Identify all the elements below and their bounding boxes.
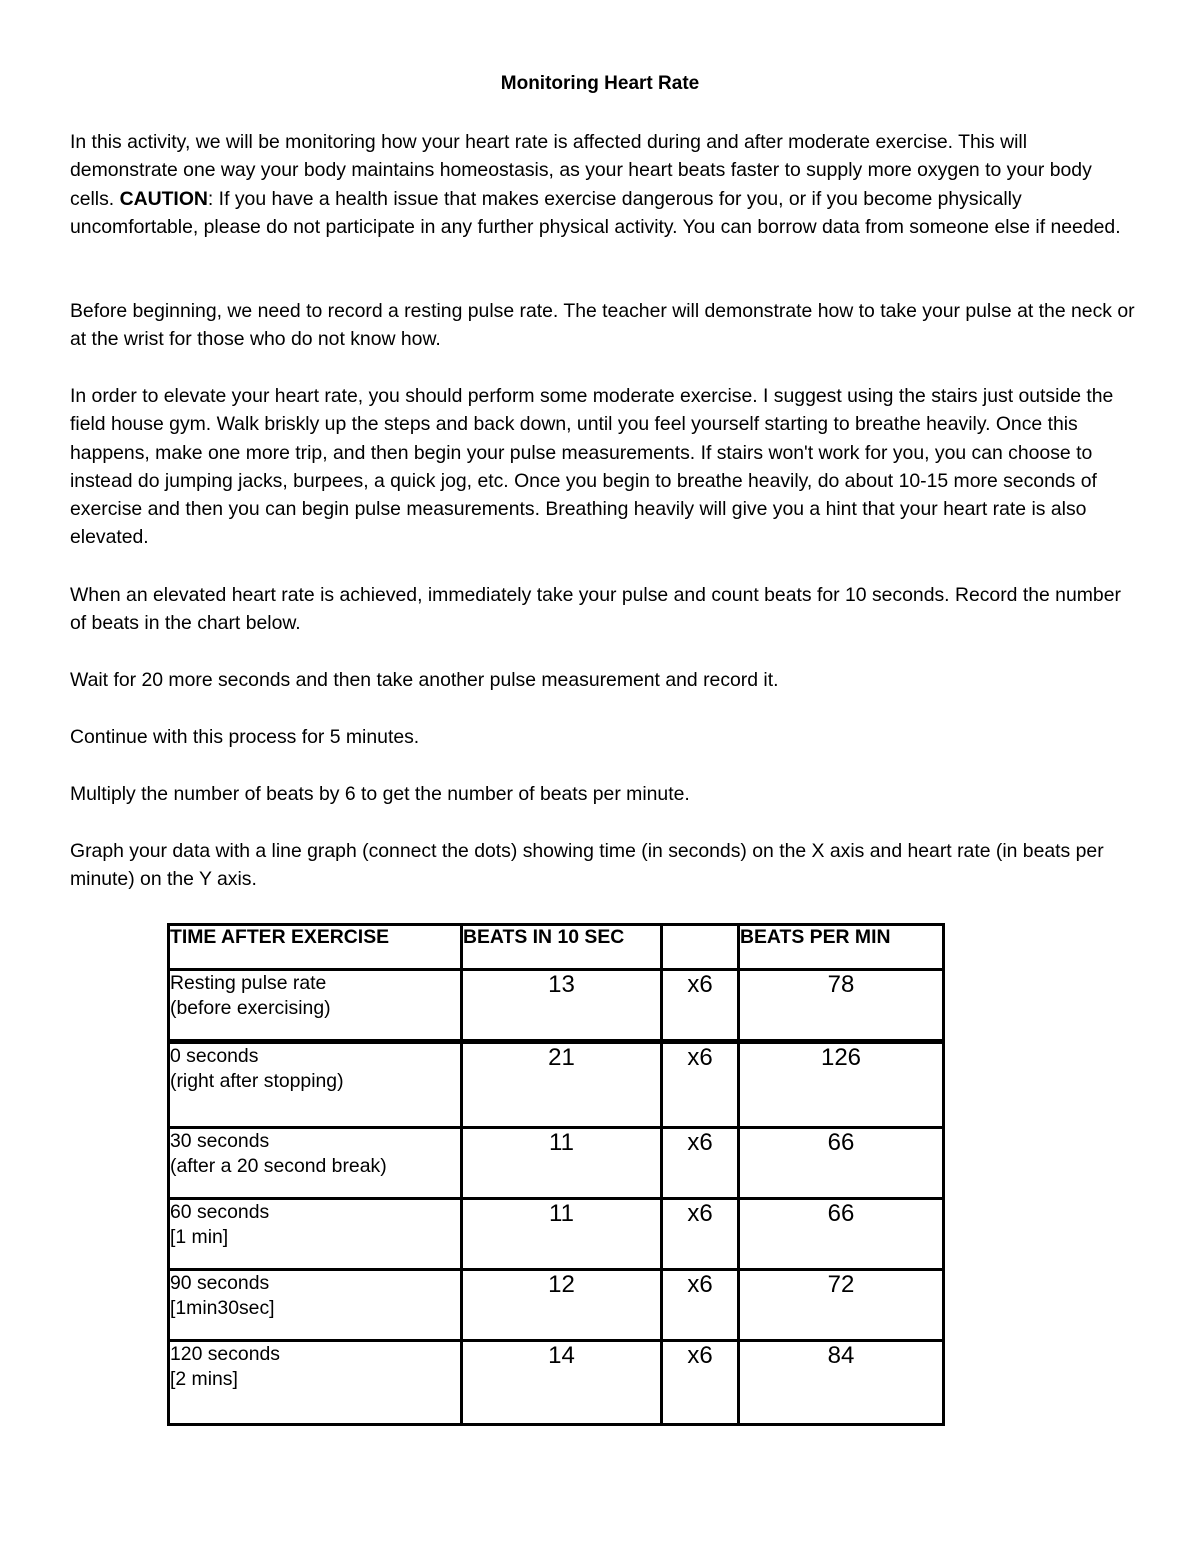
- time-note: (before exercising): [170, 996, 331, 1019]
- multiplier-cell: x6: [662, 1199, 739, 1270]
- resting-pulse-paragraph: Before beginning, we need to record a resting pulse rate. The teacher will demonstrate how to take your pulse at the neck or at the wrist for those who do not know how.: [70, 300, 1135, 351]
- wait-paragraph: Wait for 20 more seconds and then take another pulse measurement and record it.: [70, 669, 779, 691]
- table-row: [169, 1128, 944, 1199]
- time-cell: [169, 1341, 462, 1425]
- time-cell: [169, 970, 462, 1042]
- table-row: [169, 1199, 944, 1270]
- time-cell: [169, 1270, 462, 1341]
- bpm-cell: 66: [739, 1128, 944, 1199]
- multiplier-cell: x6: [662, 970, 739, 1042]
- bpm-cell: 72: [739, 1270, 944, 1341]
- table-header-row: [169, 925, 944, 970]
- time-note: [2 mins]: [170, 1367, 238, 1390]
- beats-cell: 12: [462, 1270, 662, 1341]
- time-cell: [169, 1042, 462, 1128]
- beats-cell: 11: [462, 1199, 662, 1270]
- time-label: 0 seconds: [170, 1045, 259, 1067]
- time-label: 30 seconds: [170, 1130, 270, 1152]
- heart-rate-table: [167, 923, 945, 1426]
- elevated-rate-paragraph: When an elevated heart rate is achieved, immediately take your pulse and count beats for 10 seconds. Record the number of beats in the chart below.: [70, 584, 1121, 635]
- table-row: [169, 1042, 944, 1128]
- bpm-cell: 84: [739, 1341, 944, 1425]
- time-note: (right after stopping): [170, 1069, 344, 1092]
- exercise-paragraph: In order to elevate your heart rate, you should perform some moderate exercise. I suggest using the stairs just outside the field house gym. Walk briskly up the steps and back down, until you feel yourself starting to breathe heavily. Once this happens, make one more trip, and then begin your pulse measurements. If stairs won't work for you, you can choose to instead do jumping jacks, burpees, a quick jog, etc. Once you begin to breathe heavily, do about 10-15 more seconds of exercise and then you can begin pulse measurements. Breathing heavily will give you a hint that your heart rate is also elevated.: [70, 385, 1114, 549]
- graph-paragraph: Graph your data with a line graph (connect the dots) showing time (in seconds) on the X axis and heart rate (in beats per minute) on the Y axis.: [70, 840, 1104, 891]
- time-label: 120 seconds: [170, 1343, 280, 1365]
- beats-cell: 21: [462, 1042, 662, 1128]
- bpm-cell: 66: [739, 1199, 944, 1270]
- intro-text: In this activity, we will be monitoring how your heart rate is affected during and after moderate exercise. This will demonstrate one way your body maintains homeostasis, as your heart beats faster to supply more oxygen to your body cells.: [70, 131, 1092, 210]
- time-cell: [169, 1199, 462, 1270]
- beats-cell: 11: [462, 1128, 662, 1199]
- header-time: TIME AFTER EXERCISE: [169, 925, 462, 970]
- multiplier-cell: x6: [662, 1042, 739, 1128]
- intro-paragraph: [70, 128, 1135, 241]
- multiply-paragraph: Multiply the number of beats by 6 to get the number of beats per minute.: [70, 783, 690, 805]
- time-note: (after a 20 second break): [170, 1154, 387, 1177]
- header-beats-10-sec: BEATS IN 10 SEC: [462, 925, 662, 970]
- header-multiplier: [662, 925, 739, 970]
- caution-label: CAUTION: [119, 187, 208, 210]
- time-cell: [169, 1128, 462, 1199]
- time-label: 60 seconds: [170, 1201, 270, 1223]
- beats-cell: 13: [462, 970, 662, 1042]
- beats-cell: 14: [462, 1341, 662, 1425]
- bpm-cell: 126: [739, 1042, 944, 1128]
- time-label: 90 seconds: [170, 1272, 270, 1294]
- time-label: Resting pulse rate: [170, 972, 327, 994]
- multiplier-cell: x6: [662, 1270, 739, 1341]
- page-title: Monitoring Heart Rate: [500, 73, 700, 94]
- caution-text: : If you have a health issue that makes exercise dangerous for you, or if you become physically uncomfortable, please do not participate in any further physical activity. You can borrow data from someone else if needed.: [70, 187, 1121, 238]
- multiplier-cell: x6: [662, 1128, 739, 1199]
- table-row: [169, 1341, 944, 1425]
- time-note: [1min30sec]: [170, 1296, 275, 1319]
- header-beats-per-min: BEATS PER MIN: [739, 925, 944, 970]
- table-row: [169, 1270, 944, 1341]
- time-note: [1 min]: [170, 1225, 229, 1248]
- bpm-cell: 78: [739, 970, 944, 1042]
- continue-paragraph: Continue with this process for 5 minutes.: [70, 726, 420, 748]
- table-row: [169, 970, 944, 1042]
- multiplier-cell: x6: [662, 1341, 739, 1425]
